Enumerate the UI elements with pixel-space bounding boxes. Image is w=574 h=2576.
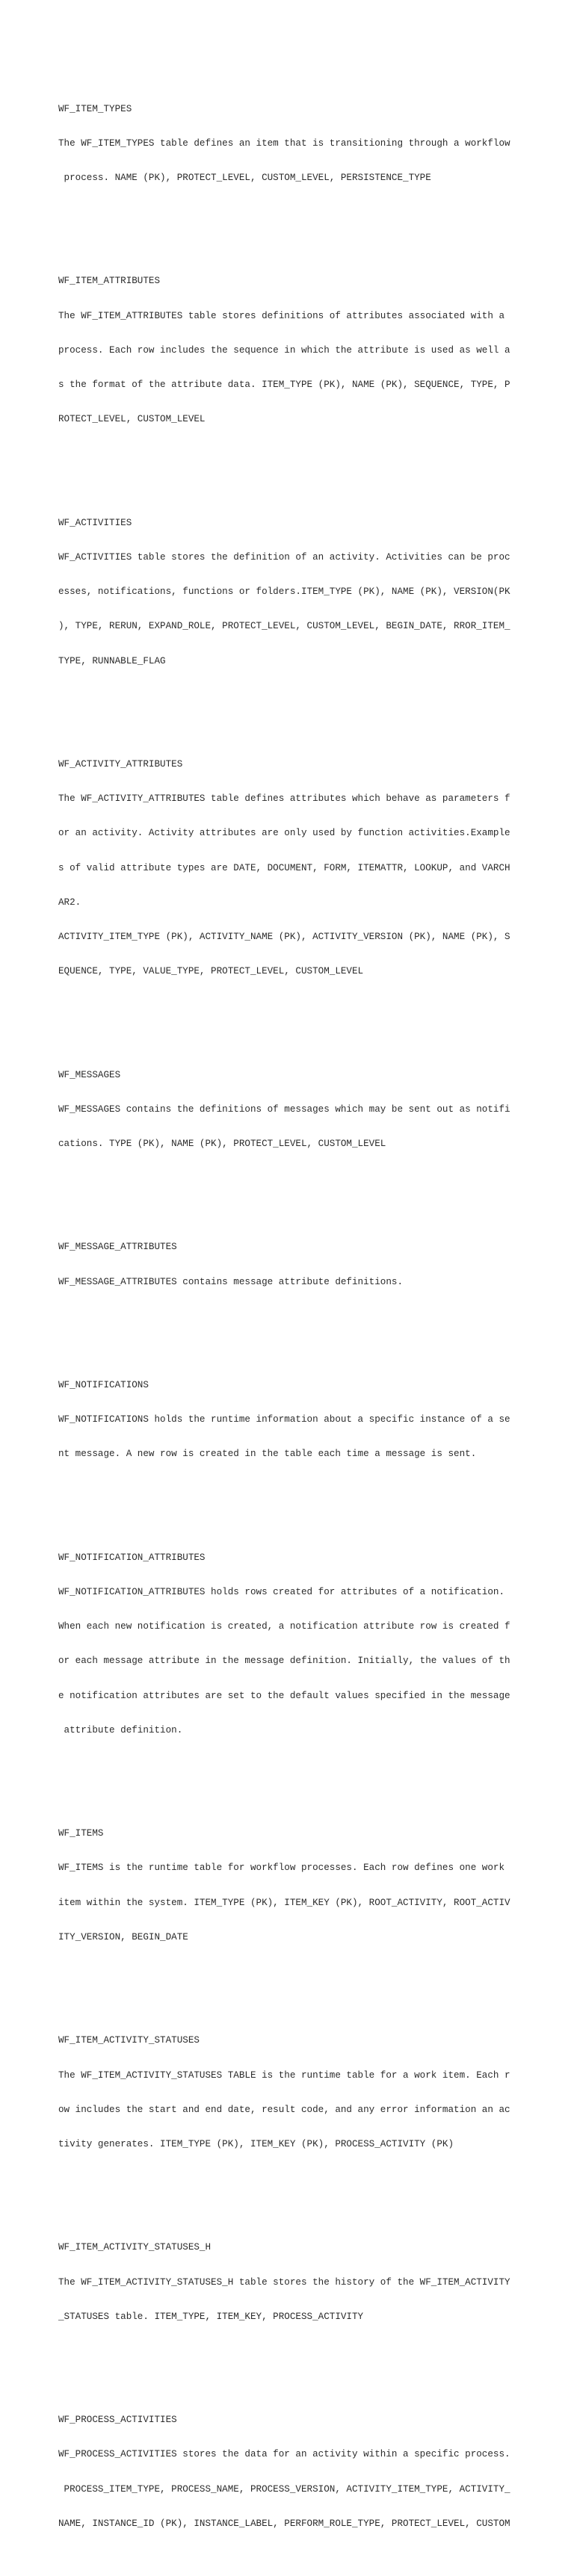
section-text-line: WF_NOTIFICATION_ATTRIBUTES holds rows created for attributes of a notification.: [58, 1587, 505, 1598]
section-text-line: WF_NOTIFICATIONS holds the runtime information about a specific instance of a se: [58, 1414, 510, 1425]
section-text-line: or each message attribute in the message definition. Initially, the values of th: [58, 1656, 510, 1667]
section-wf-notification-attributes: [58, 1529, 537, 1759]
section-text-line: process. Each row includes the sequence in which the attribute is used as well a: [58, 344, 510, 356]
section-text-line: cations. TYPE (PK), NAME (PK), PROTECT_LEVEL, CUSTOM_LEVEL: [58, 1138, 386, 1149]
section-text-line: The WF_ITEM_ACTIVITY_STATUSES_H table stores the history of the WF_ITEM_ACTIVITY: [58, 2276, 510, 2288]
section-text-line: tivity generates. ITEM_TYPE (PK), ITEM_KEY (PK), PROCESS_ACTIVITY (PK): [58, 2138, 454, 2149]
section-text-line: esses, notifications, functions or folders.ITEM_TYPE (PK), NAME (PK), VERSION(PK: [58, 586, 510, 598]
section-heading: WF_ITEMS: [58, 1828, 104, 1839]
section-text-line: The WF_ITEM_ACTIVITY_STATUSES TABLE is the runtime table for a work item. Each r: [58, 2069, 510, 2081]
document-page: [58, 58, 537, 2576]
section-heading: WF_ITEM_ATTRIBUTES: [58, 276, 161, 287]
section-heading: WF_ITEM_ACTIVITY_STATUSES_H: [58, 2242, 212, 2253]
section-text-line: The WF_ITEM_TYPES table defines an item that is transitioning through a workflow: [58, 137, 510, 149]
section-wf-item-attributes: [58, 253, 537, 449]
section-wf-process-activities: [58, 2391, 537, 2553]
section-wf-message-attributes: [58, 1219, 537, 1311]
section-wf-notifications: [58, 1357, 537, 1483]
section-heading: WF_ACTIVITY_ATTRIBUTES: [58, 758, 183, 770]
section-text-line: nt message. A new row is created in the table each time a message is sent.: [58, 1449, 477, 1460]
section-text-line: process. NAME (PK), PROTECT_LEVEL, CUSTOM_LEVEL, PERSISTENCE_TYPE: [58, 173, 431, 184]
section-text-line: _STATUSES table. ITEM_TYPE, ITEM_KEY, PROCESS_ACTIVITY: [58, 2311, 364, 2322]
section-text-line: WF_PROCESS_ACTIVITIES stores the data for an activity within a specific process.: [58, 2449, 510, 2460]
section-wf-activities: [58, 495, 537, 690]
section-text-line: e notification attributes are set to the default values specified in the message: [58, 1690, 510, 1701]
section-wf-item-activity-statuses: [58, 2013, 537, 2174]
section-heading: WF_NOTIFICATION_ATTRIBUTES: [58, 1552, 206, 1563]
section-heading: WF_NOTIFICATIONS: [58, 1380, 149, 1391]
section-text-line: WF_MESSAGES contains the definitions of messages which may be sent out as notifi: [58, 1103, 510, 1115]
section-wf-messages: [58, 1047, 537, 1173]
section-heading: WF_MESSAGE_ATTRIBUTES: [58, 1242, 177, 1253]
section-text-line: WF_ITEMS is the runtime table for workflow processes. Each row defines one work: [58, 1863, 505, 1874]
section-wf-activity-attributes: [58, 736, 537, 1000]
section-text-line: s of valid attribute types are DATE, DOCUMENT, FORM, ITEMATTR, LOOKUP, and VARCH: [58, 862, 510, 873]
section-heading: WF_ITEM_TYPES: [58, 103, 132, 114]
section-text-line: EQUENCE, TYPE, VALUE_TYPE, PROTECT_LEVEL, CUSTOM_LEVEL: [58, 966, 364, 977]
section-wf-item-types: [58, 81, 537, 207]
section-text-line: ACTIVITY_ITEM_TYPE (PK), ACTIVITY_NAME (PK), ACTIVITY_VERSION (PK), NAME (PK), S: [58, 931, 510, 942]
section-text-line: TYPE, RUNNABLE_FLAG: [58, 655, 166, 666]
section-text-line: item within the system. ITEM_TYPE (PK), ITEM_KEY (PK), ROOT_ACTIVITY, ROOT_ACTIV: [58, 1897, 510, 1908]
section-text-line: ROTECT_LEVEL, CUSTOM_LEVEL: [58, 414, 206, 425]
section-text-line: ), TYPE, RERUN, EXPAND_ROLE, PROTECT_LEVEL, CUSTOM_LEVEL, BEGIN_DATE, RROR_ITEM_: [58, 621, 510, 632]
section-text-line: s the format of the attribute data. ITEM_TYPE (PK), NAME (PK), SEQUENCE, TYPE, P: [58, 380, 510, 391]
section-text-line: ow includes the start and end date, result code, and any error information an ac: [58, 2104, 510, 2115]
section-text-line: or an activity. Activity attributes are only used by function activities.Example: [58, 828, 510, 839]
section-wf-items: [58, 1805, 537, 1966]
section-text-line: The WF_ITEM_ATTRIBUTES table stores definitions of attributes associated with a: [58, 310, 505, 321]
section-heading: WF_ACTIVITIES: [58, 517, 132, 528]
section-text-line: attribute definition.: [58, 1724, 183, 1736]
section-text-line: PROCESS_ITEM_TYPE, PROCESS_NAME, PROCESS_VERSION, ACTIVITY_ITEM_TYPE, ACTIVITY_: [58, 2483, 510, 2495]
section-wf-item-activity-statuses-h: [58, 2220, 537, 2346]
section-heading: WF_ITEM_ACTIVITY_STATUSES: [58, 2035, 200, 2046]
section-text-line: WF_MESSAGE_ATTRIBUTES contains message attribute definitions.: [58, 1276, 404, 1287]
section-text-line: ITY_VERSION, BEGIN_DATE: [58, 1931, 188, 1942]
section-heading: WF_PROCESS_ACTIVITIES: [58, 2415, 177, 2426]
section-text-line: AR2.: [58, 897, 81, 908]
section-text-line: WF_ACTIVITIES table stores the definition of an activity. Activities can be proc: [58, 551, 510, 563]
section-text-line: The WF_ACTIVITY_ATTRIBUTES table defines attributes which behave as parameters f: [58, 793, 510, 805]
section-text-line: When each new notification is created, a notification attribute row is created f: [58, 1621, 510, 1632]
section-text-line: NAME, INSTANCE_ID (PK), INSTANCE_LABEL, PERFORM_ROLE_TYPE, PROTECT_LEVEL, CUSTOM: [58, 2518, 510, 2529]
section-heading: WF_MESSAGES: [58, 1069, 121, 1080]
